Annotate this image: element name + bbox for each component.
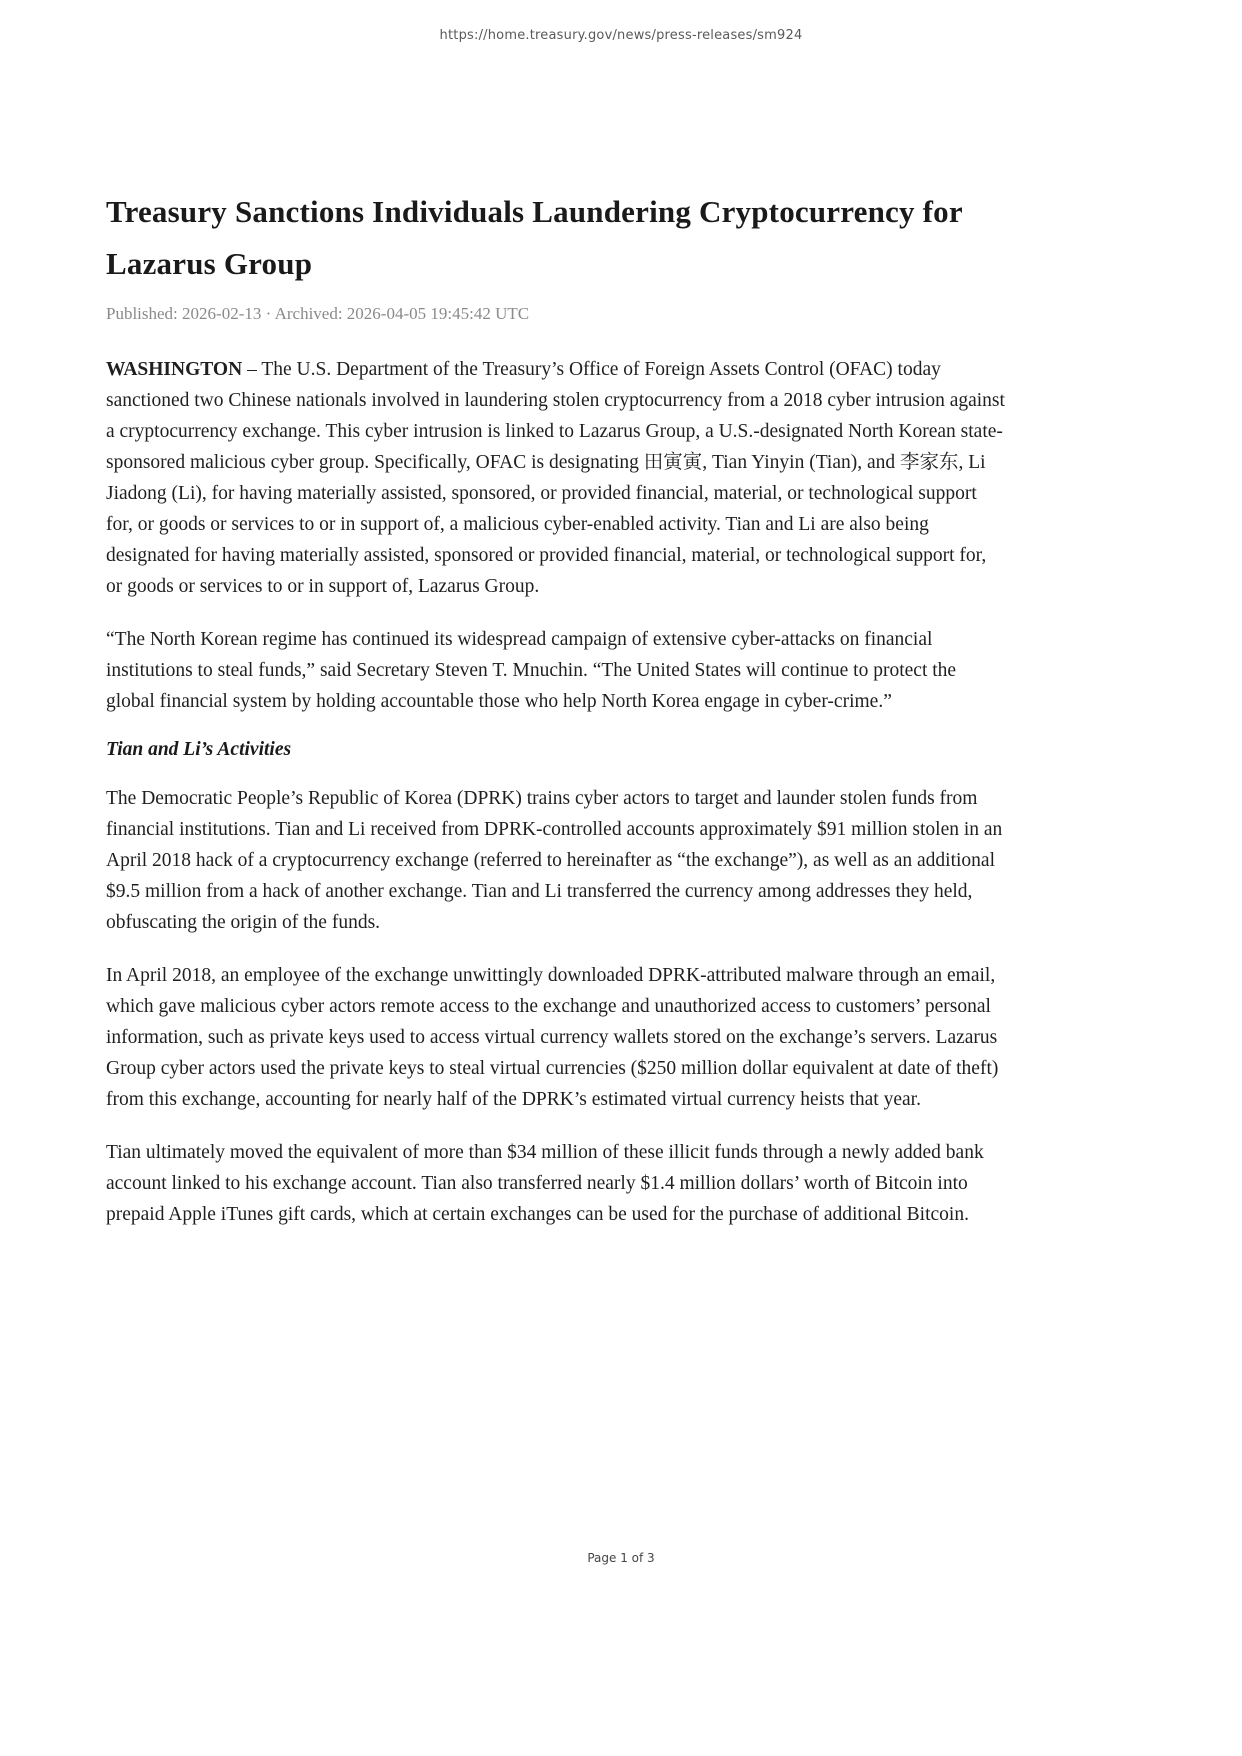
article-body (106, 186, 1006, 1252)
paragraph-activities-2: In April 2018, an employee of the exchange unwittingly downloaded DPRK-attributed malware through an email, which gave malicious cyber actors remote access to the exchange and unauthorized access to customers’ personal information, such as private keys used to access virtual currency wallets stored on the exchange’s servers. Lazarus Group cyber actors used the private keys to steal virtual currencies ($250 million dollar equivalent at date of theft) from this exchange, accounting for nearly half of the DPRK’s estimated virtual currency heists that year. (106, 965, 999, 1110)
paragraph-activities-1: The Democratic People’s Republic of Korea (DPRK) trains cyber actors to target and launder stolen funds from financial institutions. Tian and Li received from DPRK-controlled accounts approximately $91 million stolen in an April 2018 hack of a cryptocurrency exchange (referred to hereinafter as “the exchange”), as well as an additional $9.5 million from a hack of another exchange. Tian and Li transferred the currency among addresses they held, obfuscating the origin of the funds. (106, 788, 1003, 933)
article-meta: Published: 2026-02-13 · Archived: 2026-04-05 19:45:42 UTC (106, 304, 530, 323)
dateline: WASHINGTON (106, 359, 243, 380)
paragraph-lead-text: – The U.S. Department of the Treasury’s Office of Foreign Assets Control (OFAC) today sanctioned two Chinese nationals involved in laundering stolen cryptocurrency from a 2018 cyber intrusion against a cryptocurrency exchange. This cyber intrusion is linked to Lazarus Group, a U.S.-designated North Korean state-sponsored malicious cyber group. Specifically, OFAC is designating 田寅寅, Tian Yinyin (Tian), and 李家东, Li Jiadong (Li), for having materially assisted, sponsored, or provided financial, material, or technological support for, or goods or services to or in support of, a malicious cyber-enabled activity. Tian and Li are also being designated for having materially assisted, sponsored or provided financial, material, or technological support for, or goods or services to or in support of, Lazarus Group. (106, 359, 1005, 597)
paragraph-activities-3: Tian ultimately moved the equivalent of more than $34 million of these illicit funds through a newly added bank account linked to his exchange account. Tian also transferred nearly $1.4 million dollars’ worth of Bitcoin into prepaid Apple iTunes gift cards, which at certain exchanges can be used for the purchase of additional Bitcoin. (106, 1142, 984, 1225)
page-number: Page 1 of 3 (587, 1551, 655, 1565)
section-heading-activities: Tian and Li’s Activities (106, 739, 292, 760)
article-title: Treasury Sanctions Individuals Laundering Cryptocurrency for Lazarus Group (106, 194, 963, 281)
paragraph-lead (106, 354, 1006, 602)
paragraph-quote: “The North Korean regime has continued its widespread campaign of extensive cyber-attacks on financial institutions to steal funds,” said Secretary Steven T. Mnuchin. “The United States will continue to protect the global financial system by holding accountable those who help North Korea engage in cyber-crime.” (106, 629, 957, 712)
source-url: https://home.treasury.gov/news/press-releases/sm924 (439, 28, 803, 43)
